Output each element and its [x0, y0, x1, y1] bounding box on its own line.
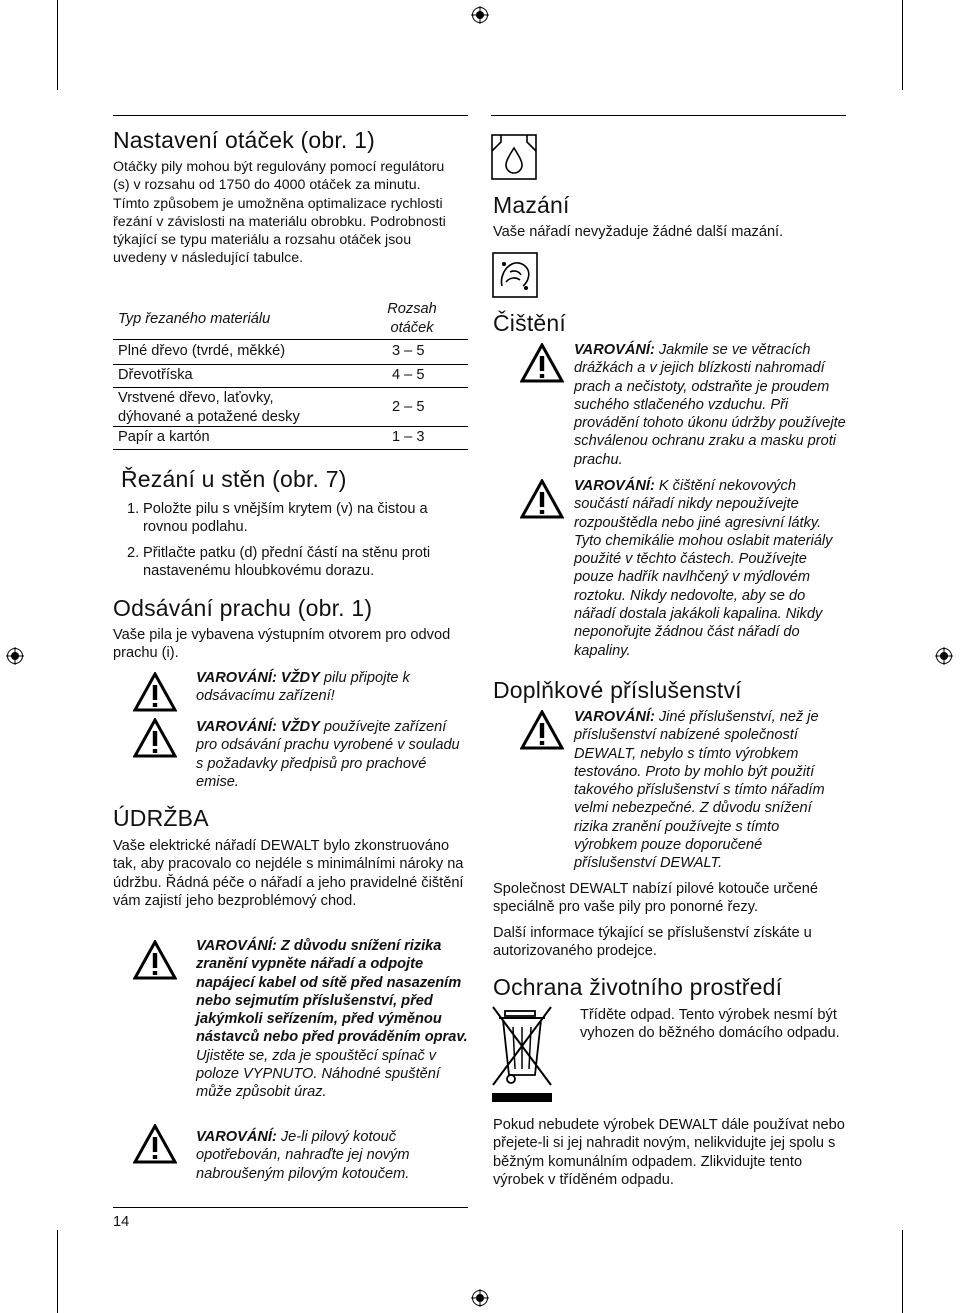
- walls-step: [127, 500, 467, 537]
- warning-text: používejte zařízení pro odsávání prachu vyrobené v souladu s požadavky předpisů pro prachové emise.: [196, 719, 460, 790]
- crop-mark: [902, 0, 903, 90]
- table-rule: [113, 449, 468, 450]
- dust-heading: Odsávání prachu (obr. 1): [113, 595, 373, 621]
- footer-rule: [113, 1207, 468, 1208]
- speed-body: Otáčky pily mohou být regulovány pomocí regulátoru (s) v rozsahu od 1750 do 4000 otáček za minutu. Tímto způsobem je umožněna optimalizace rychlosti řezání v závislosti na materiálu obrobku. Podrobnosti týkající se typu materiálu a rozsahu otáček jsou uvedeny v následující tabulce.: [113, 159, 446, 267]
- lubrication-icon: [491, 134, 537, 180]
- table-rule: [113, 364, 468, 365]
- step-text: Přitlačte patku (d) přední částí na stěnu proti nastavenému hloubkovému dorazu.: [143, 545, 431, 580]
- registration-mark-bottom-icon: [471, 1289, 489, 1307]
- environment-body: Pokud nebudete výrobek DEWALT dále používat nebo přejete-li si jej nahradit novým, nelikvidujte jej spolu s běžným komunálním odpadem. Zlikvidujte tento výrobek v tříděném odpadu.: [493, 1117, 845, 1188]
- dust-body: Vaše pila je vybavena výstupním otvorem pro odvod prachu (i).: [113, 627, 451, 662]
- walls-step: [127, 544, 467, 581]
- warning-label: VAROVÁNÍ:: [196, 1129, 277, 1145]
- table-header-range-line2: otáček: [390, 320, 434, 336]
- table-cell-range: 3 – 5: [392, 343, 425, 359]
- maintenance-body: Vaše elektrické nářadí DEWALT bylo zkonstruováno tak, aby pracovalo co nejdéle s minimálními nároky na údržbu. Řádná péče o nářadí a jeho pravidelné čištění vám zajistí jeho bezproblémový chod.: [113, 838, 464, 909]
- warning-text: Je-li pilový kotouč opotřebován, nahraďte jej novým nabroušeným pilovým kotoučem.: [196, 1129, 410, 1182]
- table-rule: [113, 339, 468, 340]
- warning-icon: [133, 1124, 177, 1164]
- table-header-range-line1: Rozsah: [387, 301, 437, 317]
- warning-label: VAROVÁNÍ: VŽDY: [196, 719, 320, 735]
- warning-label: VAROVÁNÍ: VŽDY: [196, 670, 320, 686]
- table-cell-material: Dřevotříska: [118, 367, 193, 383]
- crop-mark: [57, 1230, 58, 1313]
- cleaning-warning-1: [574, 341, 852, 469]
- warning-text: K čištění nekovových součástí nářadí nikdy nepoužívejte rozpouštědla nebo jiné agresivní látky. Tyto chemikálie mohou oslabit materiály použité v těchto částech. Používejte pouze hadřík navlhčený v mýdlovém roztoku. Nikdy nedovolte, aby se do nářadí dostala jakákoli kapalina. Nikdy neponořujte žádnou část nářadí do kapaliny.: [574, 478, 833, 659]
- warning-label: VAROVÁNÍ:: [574, 342, 655, 358]
- table-rule: [113, 387, 468, 388]
- table-cell-range: 2 – 5: [392, 399, 425, 415]
- warning-icon: [520, 710, 564, 750]
- lubrication-body: Vaše nářadí nevyžaduje žádné další mazání.: [493, 224, 784, 240]
- table-cell-material: Plné dřevo (tvrdé, měkké): [118, 343, 286, 359]
- column-rule: [113, 115, 468, 116]
- warning-text: pilu připojte k odsávacímu zařízení!: [196, 670, 410, 705]
- cleaning-icon: [492, 252, 538, 298]
- registration-mark-top-icon: [471, 6, 489, 24]
- step-number: 2.: [127, 545, 140, 561]
- registration-mark-right-icon: [935, 647, 953, 665]
- dust-warning-2: [196, 718, 471, 791]
- crop-mark: [902, 1230, 903, 1313]
- step-text: Položte pilu s vnějším krytem (v) na čistou a rovnou podlahu.: [143, 501, 428, 536]
- step-number: 1.: [127, 501, 140, 517]
- table-rule: [113, 426, 468, 427]
- table-header-range: [382, 300, 442, 338]
- cleaning-warning-2: [574, 477, 844, 660]
- speed-heading: Nastavení otáček (obr. 1): [113, 127, 375, 153]
- accessories-body-1: Společnost DEWALT nabízí pilové kotouče určené speciálně pro vaše pily pro ponorné řezy.: [493, 881, 819, 916]
- warning-text: Jiné příslušenství, než je příslušenství nabízené společností DEWALT, nebylo s tímto výrobkem testováno. Proto by mohlo být použití takového příslušenství s tímto nářadím velmi nebezpečné. Z důvodu snížení rizika zranění používejte s tímto výrobkem pouze doporučené příslušenství DEWALT.: [574, 709, 825, 872]
- accessories-body-2: Další informace týkající se příslušenství získáte u autorizovaného prodejce.: [493, 925, 812, 960]
- warning-icon: [133, 940, 177, 980]
- warning-icon: [133, 672, 177, 712]
- environment-heading: Ochrana životního prostředí: [493, 974, 783, 1000]
- environment-side-text: Tříděte odpad. Tento výrobek nesmí být vyhozen do běžného domácího odpadu.: [580, 1007, 840, 1042]
- warning-text: Ujistěte se, zda je spouštěcí spínač v poloze VYPNUTO. Náhodné spuštění může způsobit úraz.: [196, 1047, 440, 1101]
- table-cell-material-line2: dýhované a potažené desky: [118, 409, 300, 425]
- table-cell-range: 1 – 3: [392, 429, 425, 445]
- accessories-warning: [574, 708, 844, 873]
- maintenance-heading: ÚDRŽBA: [113, 805, 209, 831]
- lubrication-heading: Mazání: [493, 192, 570, 218]
- crossed-bin-icon: [489, 1005, 555, 1105]
- maintenance-warning-2: [196, 1128, 466, 1183]
- walls-heading: Řezání u stěn (obr. 7): [121, 466, 347, 492]
- page-number: 14: [113, 1214, 130, 1230]
- warning-bold-text: VAROVÁNÍ: Z důvodu snížení rizika zranění vypněte nářadí a odpojte napájecí kabel od sítě před nasazením nebo sejmutím příslušenství, před jakýmkoli seřízením, před výměnou nástavců nebo před prováděním oprav.: [196, 938, 468, 1046]
- warning-icon: [520, 479, 564, 519]
- table-cell-material-line1: Vrstvené dřevo, laťovky,: [118, 390, 274, 406]
- warning-icon: [133, 718, 177, 758]
- accessories-heading: Doplňkové příslušenství: [493, 677, 742, 703]
- crop-mark: [57, 0, 58, 90]
- table-cell-material: Papír a kartón: [118, 429, 210, 445]
- maintenance-warning-1: [196, 937, 471, 1102]
- warning-label: VAROVÁNÍ:: [574, 478, 655, 494]
- column-rule: [491, 115, 846, 116]
- table-cell-range: 4 – 5: [392, 367, 425, 383]
- dust-warning-1: [196, 669, 466, 706]
- warning-icon: [520, 343, 564, 383]
- registration-mark-left-icon: [6, 647, 24, 665]
- warning-label: VAROVÁNÍ:: [574, 709, 655, 725]
- cleaning-heading: Čištění: [493, 310, 566, 336]
- table-cell-material: [118, 389, 300, 427]
- table-header-material: Typ řezaného materiálu: [118, 311, 271, 327]
- warning-text: Jakmile se ve větracích drážkách a v jejich blízkosti nahromadí prach a nečistoty, odstraňte je proudem suchého stlačeného vzduchu. Při provádění tohoto úkonu údržby používejte schválenou ochranu zraku a masku proti prachu.: [574, 342, 846, 468]
